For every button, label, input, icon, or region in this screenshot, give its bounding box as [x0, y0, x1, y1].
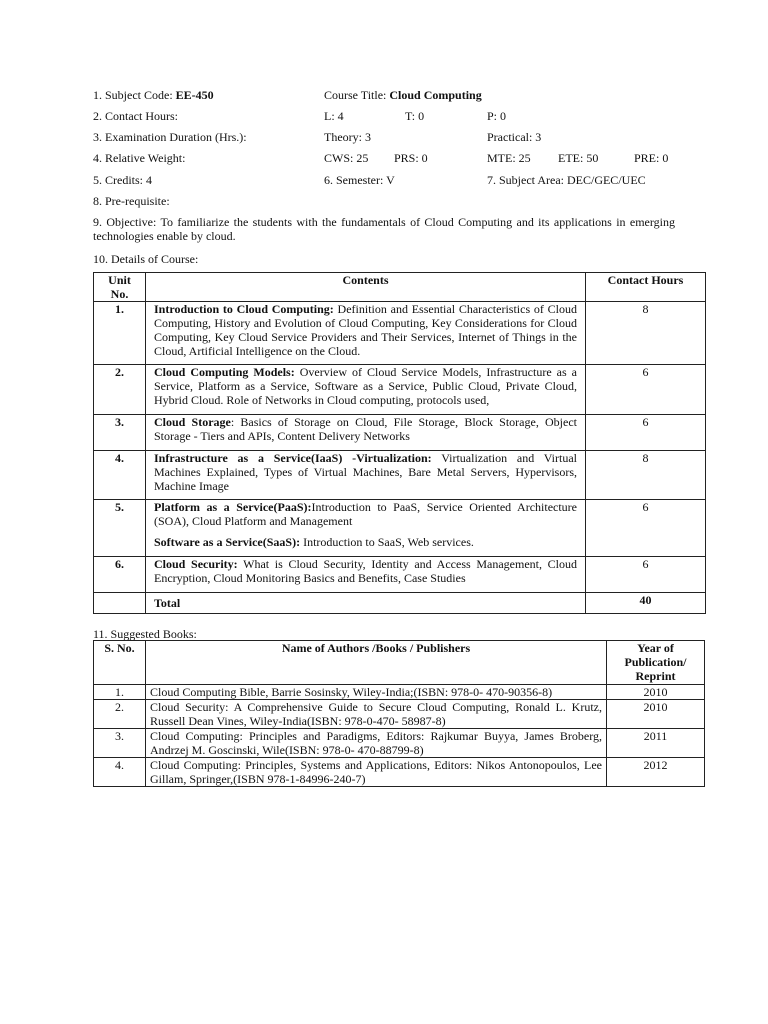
unit-title: Platform as a Service(PaaS): [154, 500, 312, 514]
total-hours: 40 [586, 593, 706, 614]
unit-contents [146, 415, 586, 451]
course-title [324, 88, 482, 102]
contents-header: Contents [146, 273, 586, 302]
subject-code [93, 88, 214, 102]
suggested-books-label: 11. Suggested Books: [93, 627, 197, 641]
unit-header: Unit No. [94, 273, 146, 302]
unit-title-secondary: Software as a Service(SaaS): [154, 535, 301, 549]
semester: 6. Semester: V [324, 173, 395, 187]
details-label: 10. Details of Course: [93, 252, 199, 266]
table-row [94, 557, 706, 593]
table-row [94, 451, 706, 500]
table-row [94, 729, 705, 758]
unit-title: Introduction to Cloud Computing: [154, 302, 334, 316]
unit-text: Overview of Cloud Service Models, Infrastructure as a Service, Platform as a Service, Software as a Service, Public Cloud, Private Cloud, Hybrid Cloud. Role of Networks in Cloud computing, protocols used, [154, 365, 578, 407]
table-row [94, 758, 705, 787]
book-name: Cloud Computing: Principles and Paradigms, Editors: Rajkumar Buyya, James Broberg, Andrzej M. Goscinski, Wile(ISBN: 978-0- 470-88799-8) [146, 729, 607, 758]
unit-title: Cloud Security: [154, 557, 238, 571]
unit-text: Virtualization and Virtual Machines Explained, Types of Virtual Machines, Bare Metal Servers, Hypervisors, Machine Image [154, 451, 578, 493]
unit-title: Infrastructure as a Service(IaaS) -Virtualization: [154, 451, 432, 465]
subject-area: 7. Subject Area: DEC/GEC/UEC [487, 173, 646, 187]
book-year: 2012 [607, 758, 705, 787]
unit-hours: 8 [586, 302, 706, 365]
unit-number: 6. [94, 557, 146, 593]
subject-code-label: 1. Subject Code: [93, 88, 173, 102]
unit-contents [146, 557, 586, 593]
table-row [94, 685, 705, 700]
unit-contents [146, 451, 586, 500]
table-row [94, 302, 706, 365]
objective: 9. Objective: To familiarize the students with the fundamentals of Cloud Computing and its applications in emerging technologies enable by cloud. [93, 215, 675, 243]
book-sno: 1. [94, 685, 146, 700]
prs-weight: PRS: 0 [394, 151, 428, 165]
book-sno: 2. [94, 700, 146, 729]
year-header: Year of Publication/ Reprint [607, 641, 705, 685]
table-row [94, 365, 706, 415]
cws-weight: CWS: 25 [324, 151, 369, 165]
unit-contents [146, 302, 586, 365]
total-row [94, 593, 706, 614]
subject-code-value: EE-450 [175, 88, 214, 102]
practical-duration: Practical: 3 [487, 130, 542, 144]
unit-text: Definition and Essential Characteristics of Cloud Computing, History and Evolution of Cloud Computing, Key Considerations for Cloud Computing, Key Cloud Service Providers and Their Services, Internet of Things in the Cloud, Artificial Intelligence on the Cloud. [154, 302, 577, 358]
book-year: 2010 [607, 685, 705, 700]
credits: 5. Credits: 4 [93, 173, 152, 187]
unit-text: : Basics of Storage on Cloud, File Storage, Block Storage, Object Storage - Tiers and APIs, Content Delivery Networks [154, 415, 577, 443]
tutorial-hours: T: 0 [405, 109, 425, 123]
pre-weight: PRE: 0 [634, 151, 669, 165]
unit-text: What is Cloud Security, Identity and Access Management, Cloud Encryption, Cloud Monitoring Basics and Benefits, Case Studies [154, 557, 577, 585]
theory-duration: Theory: 3 [324, 130, 371, 144]
total-empty-cell [94, 593, 146, 614]
unit-number: 5. [94, 500, 146, 557]
practical-hours: P: 0 [487, 109, 507, 123]
unit-hours: 6 [586, 557, 706, 593]
unit-number: 1. [94, 302, 146, 365]
lecture-hours: L: 4 [324, 109, 344, 123]
prerequisite: 8. Pre-requisite: [93, 194, 170, 208]
contact-hours-label: 2. Contact Hours: [93, 109, 178, 123]
unit-hours: 8 [586, 451, 706, 500]
name-header: Name of Authors /Books / Publishers [146, 641, 607, 685]
book-name: Cloud Computing Bible, Barrie Sosinsky, Wiley-India;(ISBN: 978-0- 470-90356-8) [146, 685, 607, 700]
unit-hours: 6 [586, 415, 706, 451]
unit-text-secondary: Introduction to SaaS, Web services. [300, 535, 474, 549]
course-title-value: Cloud Computing [389, 88, 482, 102]
sno-header: S. No. [94, 641, 146, 685]
unit-number: 4. [94, 451, 146, 500]
ete-weight: ETE: 50 [558, 151, 599, 165]
unit-contents [146, 500, 586, 557]
book-year: 2010 [607, 700, 705, 729]
unit-hours: 6 [586, 500, 706, 557]
exam-duration-label: 3. Examination Duration (Hrs.): [93, 130, 247, 144]
mte-weight: MTE: 25 [487, 151, 531, 165]
unit-contents [146, 365, 586, 415]
book-year: 2011 [607, 729, 705, 758]
table-row [94, 415, 706, 451]
unit-title: Cloud Storage [154, 415, 231, 429]
book-sno: 4. [94, 758, 146, 787]
unit-number: 3. [94, 415, 146, 451]
unit-number: 2. [94, 365, 146, 415]
course-table-header-row [94, 273, 706, 302]
course-details-table [93, 272, 706, 614]
course-title-label: Course Title: [324, 88, 387, 102]
unit-text: Introduction to PaaS, Service Oriented Architecture (SOA), Cloud Platform and Management [154, 500, 577, 528]
table-row [94, 700, 705, 729]
hours-header: Contact Hours [586, 273, 706, 302]
book-name: Cloud Computing: Principles, Systems and Applications, Editors: Nikos Antonopoulos, Lee Gillam, Springer,(ISBN 978-1-84996-240-7) [146, 758, 607, 787]
book-sno: 3. [94, 729, 146, 758]
book-name: Cloud Security: A Comprehensive Guide to Secure Cloud Computing, Ronald L. Krutz, Russell Dean Vines, Wiley-India(ISBN: 978-0-470- 58987-8) [146, 700, 607, 729]
suggested-books-table [93, 640, 705, 787]
relative-weight-label: 4. Relative Weight: [93, 151, 186, 165]
table-row [94, 500, 706, 557]
total-label: Total [146, 593, 586, 614]
unit-title: Cloud Computing Models: [154, 365, 295, 379]
books-header-row [94, 641, 705, 685]
unit-hours: 6 [586, 365, 706, 415]
